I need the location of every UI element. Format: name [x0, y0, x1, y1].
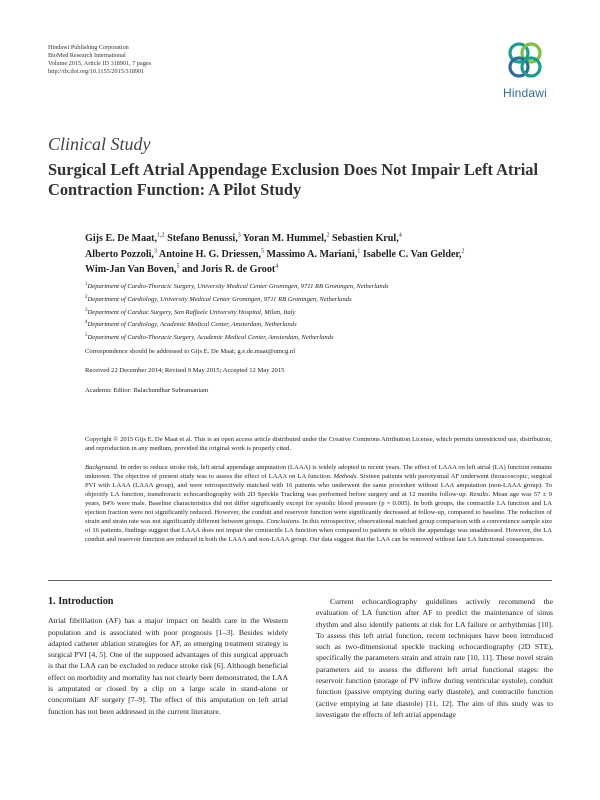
- author-7: Massimo A. Mariani,$^1$: [266, 248, 361, 260]
- abstract-conclusions-label: Conclusions.: [266, 518, 301, 526]
- author-5: Alberto Pozzoli,$^3$: [85, 248, 157, 260]
- body-column-right: [316, 596, 553, 720]
- affiliation-item: $^5$Department of Cardio-Thoracic Surgery, Academic Medical Center, Amsterdam, Netherlands: [85, 333, 334, 342]
- affiliation-list: [85, 280, 555, 344]
- dates-line: Received 22 December 2014; Revised 9 May 2015; Accepted 12 May 2015: [85, 367, 285, 374]
- author-8: Isabelle C. Van Gelder,$^2$: [362, 248, 465, 260]
- author-9: Wim-Jan Van Boven,$^5$: [85, 263, 180, 276]
- abstract-methods-label: Methods.: [333, 473, 358, 481]
- abstract-background-text: In order to reduce stroke risk, left atrial appendage amputation (LAAA) is widely adopted in recent years. The effect of LAAA on left atrial (LA) function remains unknown. The objective of present study was to assess the effect of LAAA on LA function.: [85, 464, 552, 481]
- intro-paragraph-1: Atrial fibrillation (AF) has a major impact on health care in the Western population and is associated with poor prognosis [1–3]. Besides widely adapted catheter ablation strategies for AF, an emerging treatment strategy is surgical PVI [4, 5]. One of the supposed advantages of this surgical approach is that the LAA can be excluded to reduce stroke risk [6]. Although beneficial effect on morbidity and mortality has not clearly been demonstrated, the LAA is amputated or closed by a clip on a large scale in stand-alone or concomitant AF surgery [7–9]. The effect of this amputation on left atrial function has not been addressed in the current literature.: [48, 616, 288, 716]
- affiliation-item: $^1$Department of Cardio-Thoracic Surgery, University Medical Center Groningen, 9711 RB Groningen, Netherlands: [85, 282, 389, 291]
- author-4: Sebastien Krul,$^4$: [331, 233, 402, 245]
- correspondence-line: Correspondence should be addressed to Gijs E. De Maat; g.e.de.maat@umcg.nl: [85, 348, 296, 355]
- academic-editor-line: Academic Editor: Balachundhar Subramaniam: [85, 387, 209, 394]
- section-divider: [48, 580, 552, 581]
- abstract-results-text: Mean age was 57 ± 9 years, 84% were male. Baseline characteristics did not differ significantly except for systolic blood pressure (p = 0.005). In both groups, the contractile LA function and LA ejection fraction were not significantly reduced. However, the conduit and reservoir function were significantly decreased at follow-up, compared to baseline. The reduction of strain and strain rate was not significantly different between groups.: [85, 491, 552, 526]
- article-type: Clinical Study: [48, 134, 151, 154]
- doi-link[interactable]: http://dx.doi.org/10.1155/2015/318901: [48, 68, 145, 76]
- affiliation-item: $^4$Department of Cardiology, Academic Medical Center, Amsterdam, Netherlands: [85, 320, 297, 329]
- hindawi-logo: [496, 40, 554, 102]
- author-2: Stefano Benussi,$^3$: [167, 233, 241, 245]
- abstract-results-label: Results.: [469, 491, 491, 499]
- abstract-conclusions-text: In this retrospective, observational matched group comparison with a convenience sample size of 16 patients, findings suggest that LAAA does not impair the contractile LA function when compared to patients in which the appendage was unaddressed. However, the LA conduit and reservoir function are reduced in both the LAAA and non-LAAA group. Our data suggest that the LAA can be removed without late LA functional consequences.: [85, 518, 552, 544]
- intro-paragraph-2: Current echocardiography guidelines actively recommend the evaluation of LA function after AF to predict the maintenance of sinus rhythm and also identify patients at risk for LA failure or arrhythmias [10]. To assess this left atrial function, recent techniques have been introduced such as two-dimensional speckle tracking echocardiography (2D STE), specifically the parameters strain and strain rate [10, 11]. These novel strain parameters aid to assess the different left atrial functional stages: the reservoir function (storage of PV inflow during ventricular systole), conduit function (passive emptying during early diastole), and contractile function (active emptying at late diastole) [11, 12]. The aim of this study was to investigate the effects of left atrial appendage: [316, 597, 553, 719]
- hindawi-logo-text: Hindawi: [502, 86, 548, 100]
- abstract: [85, 463, 552, 544]
- abstract-background-label: Background.: [85, 464, 119, 471]
- journal-header: [48, 44, 151, 76]
- copyright-notice: Copyright © 2015 Gijs E. De Maat et al. This is an open access article distributed under the Creative Commons Attribution License, which permits unrestricted use, distribution, and reproduction in any medium, provided the original work is properly cited.: [85, 436, 552, 452]
- body-column-left: [48, 596, 288, 717]
- affiliation-item: $^2$Department of Cardiology, University Medical Center Groningen, 9711 RB Groningen, Netherlands: [85, 294, 352, 303]
- abstract-methods-text: Sixteen patients with paroxysmal AF underwent thoracoscopic, surgical PVI with LAAA (LAAA group), and were retrospectively matched with 16 patients who underwent the same procedure without LAA amputation (non-LAAA group). To objectify LA function, transthoracic echocardiography with 2D Speckle Tracking was performed before surgery and at 12 months follow-up.: [85, 473, 552, 499]
- hindawi-rings-icon: [505, 40, 545, 84]
- author-10: and Joris R. de Groot$^4$: [182, 263, 279, 276]
- author-3: Yoran M. Hummel,$^2$: [242, 233, 330, 245]
- author-6: Antoine H. G. Driessen,$^5$: [158, 248, 264, 260]
- author-1: Gijs E. De Maat,$^{1,2}$: [85, 233, 165, 245]
- volume-line: Volume 2015, Article ID 318901, 7 pages: [48, 60, 151, 68]
- journal-name: BioMed Research International: [48, 52, 126, 60]
- article-title: Surgical Left Atrial Appendage Exclusion Does Not Impair Left Atrial Contraction Function: A Pilot Study: [48, 160, 539, 199]
- publisher-name: Hindawi Publishing Corporation: [48, 44, 129, 51]
- author-list: [85, 230, 555, 276]
- affiliation-item: $^3$Department of Cardiac Surgery, San Raffaele University Hospital, Milan, Italy: [85, 307, 296, 316]
- section-title-introduction: 1. Introduction: [48, 596, 114, 607]
